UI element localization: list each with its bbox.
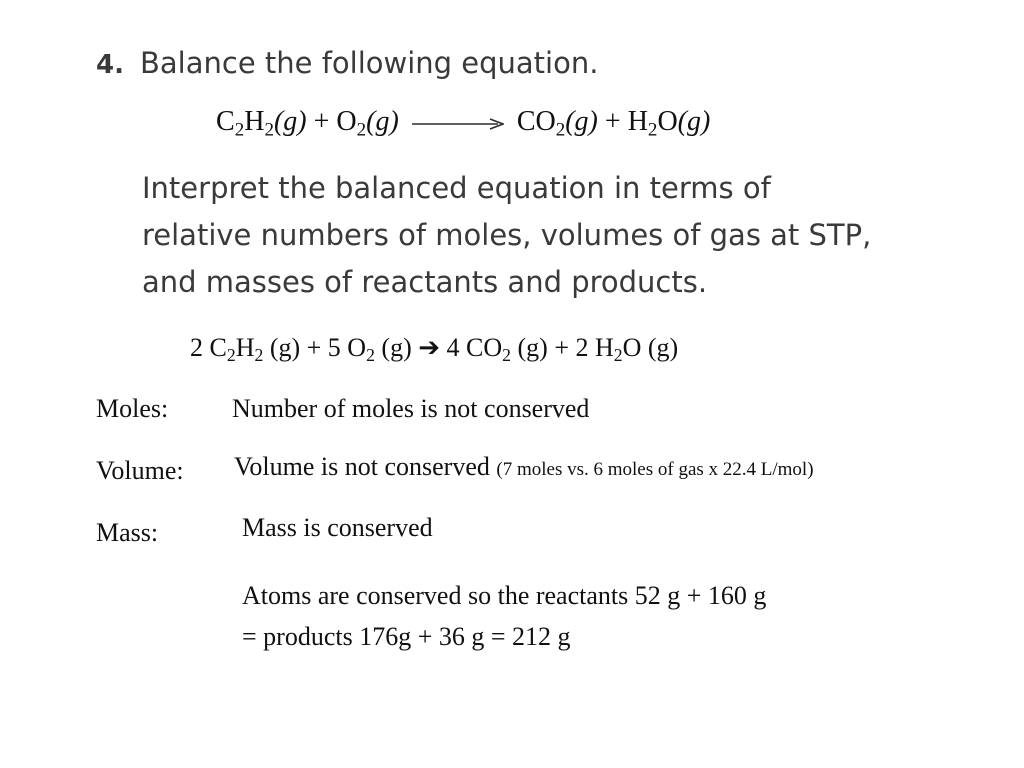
moles-label: Moles: [96, 394, 169, 423]
eq-reactant-2: $O_2(g)$ [336, 106, 399, 141]
eq-product-2: $H_2O(g)$ [627, 106, 711, 141]
volume-note: (7 moles vs. 6 moles of gas x 22.4 L/mol) [496, 459, 814, 480]
prompt-line: and masses of reactants and products. [142, 265, 708, 299]
volume-text: Volume is not conserved (7 moles vs. 6 moles of gas x 22.4 L/mol) [234, 452, 814, 481]
reaction-arrow-icon [412, 118, 504, 130]
balanced-equation: 2 $C_2H_2$ (g) + 5 $O_2$ (g) ➔ 4 $CO_2$ (g) + 2 $H_2O$ (g) [190, 333, 679, 365]
problem-title: Balance the following equation. [140, 46, 599, 80]
mass-text: Mass is conserved [242, 513, 433, 542]
volume-label: Volume: [96, 456, 184, 485]
eq-plus: + [604, 106, 621, 137]
eq-plus: + [313, 106, 330, 137]
atoms-line: = products 176g + 36 g = 212 g [242, 622, 571, 651]
atoms-conserved-text [242, 575, 962, 657]
prompt-line: Interpret the balanced equation in terms of [142, 171, 771, 205]
arrow-icon: ➔ [418, 333, 441, 362]
problem-prompt [142, 165, 942, 306]
moles-text: Number of moles is not conserved [232, 394, 590, 423]
problem-number: 4. [96, 50, 124, 80]
atoms-line: Atoms are conserved so the reactants 52 g + 160 g [242, 581, 767, 610]
mass-label: Mass: [96, 518, 159, 547]
problem-equation [216, 106, 711, 141]
eq-product-1: $CO_2(g)$ [516, 106, 598, 141]
prompt-line: relative numbers of moles, volumes of gas at STP, [142, 218, 872, 252]
eq-reactant-1: $C_2H_2(g)$ [216, 106, 307, 141]
